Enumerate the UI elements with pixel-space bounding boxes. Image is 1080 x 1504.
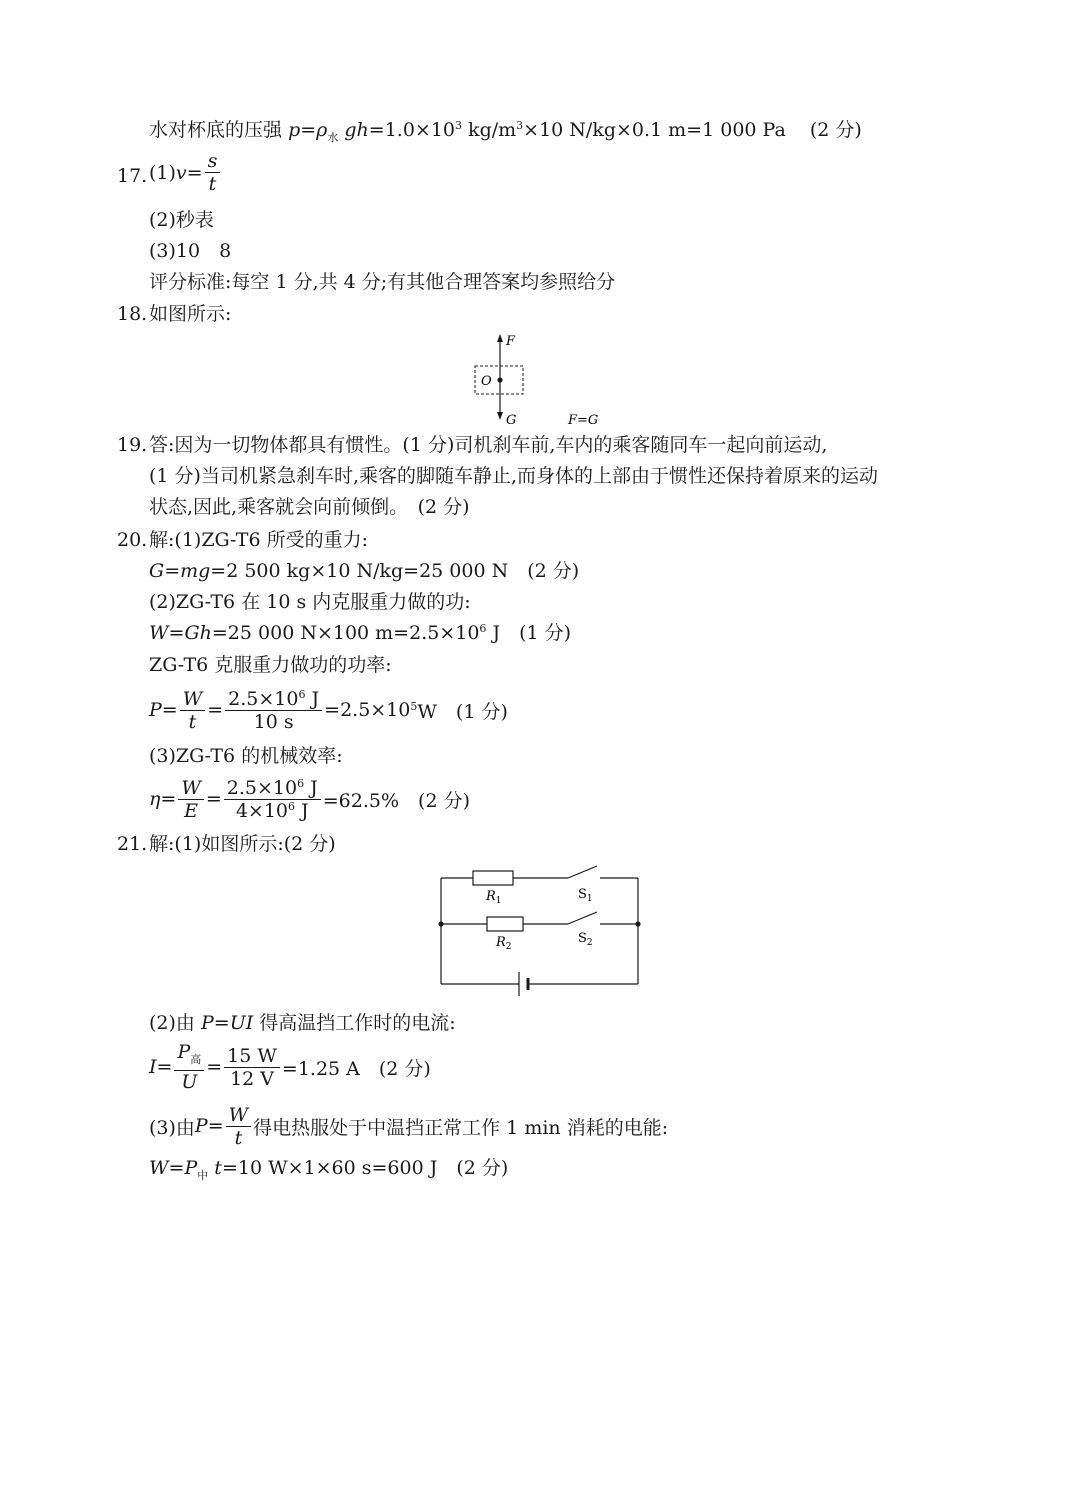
- power-result: =2.5×10: [324, 699, 411, 721]
- frac-den-E: E: [184, 799, 199, 822]
- num-value: 2.5×10: [228, 687, 299, 710]
- formula-value: =1.0×10: [368, 119, 456, 141]
- q20-line2: G=mg=2 500 kg×10 N/kg=25 000 N (2 分): [149, 560, 580, 582]
- unit-exp: 3: [516, 119, 524, 132]
- q21-p3-prefix: (3)由: [149, 1116, 195, 1139]
- unit-kgm: kg/m: [462, 119, 517, 141]
- num-P-sub: 高: [190, 1052, 202, 1066]
- symbol-P: P: [184, 1157, 198, 1179]
- fraction-W-over-t: [226, 1104, 252, 1149]
- q21-line5: $W=P_中$ t=10 W×1×60 s=600 J (2 分): [149, 1157, 509, 1182]
- label-S2: [578, 931, 593, 948]
- num-exp: 6: [297, 776, 305, 790]
- q20-line5: ZG-T6 克服重力做功的功率:: [149, 654, 392, 676]
- gravity-calc: =2 500 kg×10 N/kg=25 000 N (2 分): [210, 560, 580, 582]
- fraction-s-over-t: [205, 150, 221, 195]
- switch-s1: [568, 866, 597, 878]
- r1-letter: R: [486, 889, 496, 904]
- q17-part3: (3)10 8: [149, 240, 232, 262]
- num-value: 2.5×10: [226, 776, 298, 799]
- frac-num-work: [225, 688, 322, 711]
- symbol-gh: gh: [344, 119, 369, 141]
- q20-line1: 解:(1)ZG-T6 所受的重力:: [149, 529, 368, 551]
- symbol-t: t: [214, 1157, 222, 1179]
- frac-den-t: t: [234, 1126, 243, 1149]
- P-sub-mid: 中: [197, 1168, 209, 1182]
- junction-right: [635, 921, 640, 926]
- arrow-down-icon: [497, 412, 503, 420]
- question-20-number: 20.: [117, 529, 148, 551]
- frac-den-time: 10 s: [253, 710, 294, 733]
- question-21-number: 21.: [117, 833, 148, 855]
- symbol-v: v: [175, 161, 187, 184]
- label-S1: [578, 887, 593, 904]
- q21-p2-suffix: 得高温挡工作时的电流:: [253, 1012, 456, 1034]
- frac-num-W: W: [180, 688, 206, 711]
- fraction-power-values: [225, 688, 322, 733]
- fraction-efficiency-values: [224, 777, 321, 822]
- frac-num-P: [174, 1041, 204, 1072]
- q19-line1: 答:因为一切物体都具有惯性。(1 分)司机刹车前,车内的乘客随同车一起向前运动,: [149, 434, 828, 456]
- den-exp: 6: [288, 799, 296, 813]
- r2-sub: 2: [505, 942, 512, 952]
- q17-part2: (2)秒表: [149, 209, 214, 231]
- q20-line4: W=Gh=25 000 N×100 $m=2.5\times 10^6$ J (1 分): [149, 622, 572, 644]
- q20-line7: (3)ZG-T6 的机械效率:: [149, 745, 343, 767]
- s1-sub: 1: [586, 894, 593, 904]
- point-o: [497, 377, 502, 382]
- resistor-r2: [487, 917, 523, 931]
- frac-den-voltage: 12 V: [230, 1067, 274, 1090]
- frac-num-W: W: [226, 1104, 252, 1127]
- label-F: F: [506, 334, 516, 349]
- score: (2 分): [809, 119, 862, 141]
- fraction-W-over-E: [178, 777, 204, 822]
- q19-line3: 状态,因此,乘客就会向前倾倒。 (2 分): [149, 496, 470, 518]
- symbol-W: W: [149, 622, 169, 644]
- r2-letter: R: [496, 935, 506, 950]
- fraction-P-over-U: [174, 1041, 204, 1094]
- frac-den-t: t: [208, 173, 217, 195]
- symbol-P: P: [149, 699, 162, 721]
- pressure-label: 水对杯底的压强: [149, 119, 283, 141]
- label-R1: [485, 889, 502, 906]
- s1-letter: S: [578, 887, 587, 902]
- s2-letter: S: [578, 931, 587, 946]
- force-diagram: [460, 328, 630, 432]
- den-value: 4×10: [235, 799, 289, 822]
- q21-current-formula: I = $\frac{P_高}{U}$ = $\frac{15 W}{12 V}$ =1.25 A (2 分): [149, 1040, 431, 1094]
- label-R2: [495, 935, 512, 952]
- energy-calc: =10 W×1×60 s=600 J (2 分): [221, 1157, 509, 1179]
- q21-p2-prefix: (2)由: [149, 1012, 201, 1034]
- symbol-P: P: [194, 1115, 208, 1137]
- q20-line3: (2)ZG-T6 在 10 s 内克服重力做的功:: [149, 591, 471, 613]
- q17-part1: (1) v = $\frac{s}{t}$: [149, 150, 222, 195]
- frac-num-power: 15 W: [224, 1045, 280, 1068]
- fraction-current-values: [224, 1045, 280, 1090]
- num-P: P: [177, 1040, 191, 1063]
- num-unit: J: [304, 776, 318, 799]
- power-exp: 5: [410, 699, 418, 713]
- r1-sub: 1: [495, 896, 502, 906]
- resistor-r1: [473, 871, 513, 885]
- question-19-number: 19.: [117, 434, 148, 456]
- q21-p3-suffix: 得电热服处于中温挡正常工作 1 min 消耗的电能:: [253, 1116, 669, 1139]
- q21-line4: (3)由 P = $\frac{W}{t}$ 得电热服处于中温挡正常工作 1 min 消耗的电能:: [149, 1103, 669, 1149]
- efficiency-result: =62.5% (2 分): [322, 789, 470, 812]
- num-exp: 6: [298, 687, 306, 701]
- pressure-line: 水对杯底的压强 $p=\rho_水$ $gh=1.0\times 10^3$ $kg/m^3\times 10$ N/kg×0.1 m=1 000 Pa (2 分): [149, 119, 862, 144]
- fraction-W-over-t: [180, 688, 206, 733]
- rho-sub: 水: [327, 130, 339, 144]
- num-unit: J: [305, 687, 320, 710]
- frac-den-t: t: [188, 710, 197, 733]
- label-F-eq-G: F=G: [568, 413, 599, 428]
- work-exp: 6: [479, 622, 487, 635]
- frac-num-s: s: [205, 150, 221, 173]
- junction-left: [438, 921, 443, 926]
- q20-power-formula: P = $\frac{W}{t}$ = $\frac{2.5\times 10^6 J}{10 s}$ =2.5×10 $^5$ W (1 分): [149, 687, 508, 733]
- arrow-up-icon: [497, 334, 503, 342]
- symbol-P: P: [200, 1012, 214, 1034]
- question-17-number: 17.: [117, 165, 148, 187]
- symbol-UI: UI: [229, 1012, 254, 1034]
- symbol-Gh: Gh: [184, 622, 212, 644]
- q21-line1: 解:(1)如图所示:(2 分): [149, 833, 336, 855]
- circuit-diagram: [430, 862, 650, 1002]
- q17-criteria: 评分标准:每空 1 分,共 4 分;有其他合理答案均参照给分: [149, 271, 616, 293]
- switch-s2: [568, 912, 597, 924]
- q20-efficiency-formula: η = $\frac{W}{E}$ = $\frac{2.5\times 10^6 J}{4\times 10^6 J}$ =62.5% (2 分): [149, 776, 470, 822]
- frac-num-W: W: [178, 777, 204, 800]
- frac-den-energy: [224, 800, 321, 822]
- power-tail: W (1 分): [417, 700, 508, 723]
- frac-den-U: U: [181, 1071, 198, 1094]
- s2-sub: 2: [586, 938, 593, 948]
- symbol-I: I: [149, 1056, 157, 1078]
- symbol-G: G: [149, 560, 165, 582]
- question-18-number: 18.: [117, 303, 148, 325]
- symbol-p: p: [288, 119, 301, 141]
- symbol-mg: mg: [180, 560, 211, 582]
- frac-num-work: [224, 777, 321, 800]
- symbol-eta: η: [149, 788, 161, 810]
- exp-3: 3: [455, 119, 463, 132]
- symbol-W: W: [149, 1157, 169, 1179]
- symbol-rho: ρ: [316, 119, 328, 141]
- current-result: =1.25 A (2 分): [281, 1057, 431, 1080]
- label-O: O: [481, 374, 492, 389]
- work-tail: J (1 分): [486, 622, 572, 644]
- label-G: G: [506, 413, 517, 428]
- work-calc: =25 000 N×100 m=2.5×10: [211, 622, 480, 644]
- q21-line2: (2)由 P=UI 得高温挡工作时的电流:: [149, 1012, 456, 1034]
- q19-line2: (1 分)当司机紧急刹车时,乘客的脚随车静止,而身体的上部由于惯性还保持着原来的运动: [149, 465, 879, 487]
- den-unit: J: [295, 799, 309, 822]
- formula-tail: ×10 N/kg×0.1 m=1 000 Pa: [523, 119, 786, 141]
- q18-text: 如图所示:: [149, 303, 232, 325]
- q17-part1-label: (1): [149, 161, 176, 184]
